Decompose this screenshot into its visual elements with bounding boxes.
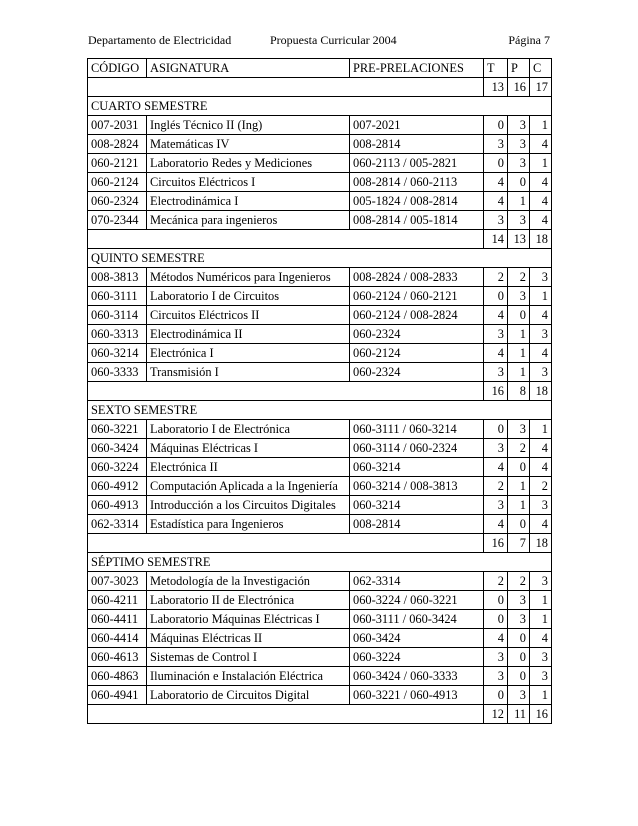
- course-c: 4: [530, 173, 552, 192]
- course-t: 3: [484, 135, 508, 154]
- course-t: 4: [484, 306, 508, 325]
- total-c: 16: [530, 705, 552, 724]
- semester-title: CUARTO SEMESTRE: [88, 97, 552, 116]
- course-name: Mecánica para ingenieros: [147, 211, 350, 230]
- course-p: 3: [508, 610, 530, 629]
- course-prerequisites: 008-2814 / 060-2113: [350, 173, 484, 192]
- totals-blank: [88, 705, 484, 724]
- table-header-row: [88, 59, 552, 78]
- semester-totals-row: [88, 230, 552, 249]
- course-prerequisites: 060-3221 / 060-4913: [350, 686, 484, 705]
- course-c: 4: [530, 439, 552, 458]
- course-code: 060-3214: [88, 344, 147, 363]
- course-p: 0: [508, 458, 530, 477]
- table-row: [88, 629, 552, 648]
- course-p: 0: [508, 629, 530, 648]
- course-prerequisites: 060-3224 / 060-3221: [350, 591, 484, 610]
- course-code: 060-4863: [88, 667, 147, 686]
- course-c: 3: [530, 325, 552, 344]
- course-p: 3: [508, 135, 530, 154]
- semester-header-row: [88, 97, 552, 116]
- total-p: 16: [508, 78, 530, 97]
- course-name: Laboratorio II de Electrónica: [147, 591, 350, 610]
- course-code: 060-4913: [88, 496, 147, 515]
- course-prerequisites: 008-2814: [350, 515, 484, 534]
- course-prerequisites: 060-2113 / 005-2821: [350, 154, 484, 173]
- course-c: 4: [530, 629, 552, 648]
- course-p: 0: [508, 515, 530, 534]
- course-prerequisites: 060-3424: [350, 629, 484, 648]
- total-t: 14: [484, 230, 508, 249]
- total-c: 17: [530, 78, 552, 97]
- total-p: 13: [508, 230, 530, 249]
- col-header-p: P: [508, 59, 530, 78]
- course-t: 3: [484, 439, 508, 458]
- course-name: Circuitos Eléctricos II: [147, 306, 350, 325]
- course-code: 060-2121: [88, 154, 147, 173]
- course-prerequisites: 060-2124 / 060-2121: [350, 287, 484, 306]
- course-name: Electrodinámica II: [147, 325, 350, 344]
- course-code: 060-2124: [88, 173, 147, 192]
- course-p: 3: [508, 116, 530, 135]
- course-p: 1: [508, 477, 530, 496]
- course-t: 0: [484, 686, 508, 705]
- course-t: 0: [484, 154, 508, 173]
- course-t: 4: [484, 458, 508, 477]
- course-prerequisites: 060-3111 / 060-3424: [350, 610, 484, 629]
- course-name: Matemáticas IV: [147, 135, 350, 154]
- table-row: [88, 268, 552, 287]
- course-code: 060-4613: [88, 648, 147, 667]
- course-p: 3: [508, 287, 530, 306]
- course-p: 3: [508, 420, 530, 439]
- table-row: [88, 477, 552, 496]
- course-c: 4: [530, 344, 552, 363]
- table-row: [88, 344, 552, 363]
- course-c: 3: [530, 363, 552, 382]
- course-name: Circuitos Eléctricos I: [147, 173, 350, 192]
- course-p: 1: [508, 496, 530, 515]
- course-prerequisites: 062-3314: [350, 572, 484, 591]
- course-prerequisites: 060-2124 / 008-2824: [350, 306, 484, 325]
- course-p: 2: [508, 439, 530, 458]
- table-row: [88, 610, 552, 629]
- table-row: [88, 192, 552, 211]
- course-code: 060-3111: [88, 287, 147, 306]
- course-prerequisites: 060-3114 / 060-2324: [350, 439, 484, 458]
- course-p: 3: [508, 591, 530, 610]
- course-c: 3: [530, 496, 552, 515]
- course-t: 0: [484, 610, 508, 629]
- course-name: Inglés Técnico II (Ing): [147, 116, 350, 135]
- page-number: Página 7: [508, 33, 550, 47]
- table-row: [88, 572, 552, 591]
- course-code: 007-2031: [88, 116, 147, 135]
- course-code: 060-4912: [88, 477, 147, 496]
- course-name: Máquinas Eléctricas I: [147, 439, 350, 458]
- table-row: [88, 287, 552, 306]
- course-t: 2: [484, 477, 508, 496]
- table-row: [88, 135, 552, 154]
- course-p: 1: [508, 363, 530, 382]
- course-code: 060-3221: [88, 420, 147, 439]
- course-t: 3: [484, 648, 508, 667]
- course-prerequisites: 007-2021: [350, 116, 484, 135]
- course-p: 0: [508, 306, 530, 325]
- course-code: 060-4941: [88, 686, 147, 705]
- total-t: 13: [484, 78, 508, 97]
- course-code: 060-4411: [88, 610, 147, 629]
- course-name: Máquinas Eléctricas II: [147, 629, 350, 648]
- curriculum-table-body: [88, 59, 552, 724]
- table-row: [88, 439, 552, 458]
- course-prerequisites: 060-2124: [350, 344, 484, 363]
- course-name: Introducción a los Circuitos Digitales: [147, 496, 350, 515]
- semester-header-row: [88, 553, 552, 572]
- course-code: 060-3333: [88, 363, 147, 382]
- total-t: 16: [484, 382, 508, 401]
- semester-header-row: [88, 249, 552, 268]
- course-c: 3: [530, 667, 552, 686]
- table-row: [88, 116, 552, 135]
- total-c: 18: [530, 534, 552, 553]
- table-row: [88, 515, 552, 534]
- totals-blank: [88, 78, 484, 97]
- course-prerequisites: 008-2824 / 008-2833: [350, 268, 484, 287]
- table-row: [88, 154, 552, 173]
- course-name: Transmisión I: [147, 363, 350, 382]
- curriculum-table: [87, 58, 552, 724]
- course-name: Metodología de la Investigación: [147, 572, 350, 591]
- total-p: 11: [508, 705, 530, 724]
- course-p: 1: [508, 192, 530, 211]
- table-row: [88, 211, 552, 230]
- course-code: 060-3313: [88, 325, 147, 344]
- course-name: Laboratorio Redes y Mediciones: [147, 154, 350, 173]
- course-t: 0: [484, 287, 508, 306]
- semester-totals-row: [88, 534, 552, 553]
- totals-blank: [88, 534, 484, 553]
- course-name: Electrodinámica I: [147, 192, 350, 211]
- course-code: 060-3424: [88, 439, 147, 458]
- course-prerequisites: 060-3214 / 008-3813: [350, 477, 484, 496]
- course-c: 4: [530, 306, 552, 325]
- table-row: [88, 325, 552, 344]
- table-row: [88, 306, 552, 325]
- total-p: 7: [508, 534, 530, 553]
- course-code: 062-3314: [88, 515, 147, 534]
- table-row: [88, 496, 552, 515]
- course-c: 4: [530, 192, 552, 211]
- course-t: 4: [484, 515, 508, 534]
- course-p: 3: [508, 154, 530, 173]
- course-prerequisites: 060-3111 / 060-3214: [350, 420, 484, 439]
- course-name: Laboratorio Máquinas Eléctricas I: [147, 610, 350, 629]
- total-t: 16: [484, 534, 508, 553]
- course-prerequisites: 060-3224: [350, 648, 484, 667]
- course-t: 2: [484, 268, 508, 287]
- table-row: [88, 173, 552, 192]
- course-name: Métodos Numéricos para Ingenieros: [147, 268, 350, 287]
- course-name: Sistemas de Control I: [147, 648, 350, 667]
- table-row: [88, 458, 552, 477]
- course-code: 008-2824: [88, 135, 147, 154]
- col-header-c: C: [530, 59, 552, 78]
- course-code: 060-2324: [88, 192, 147, 211]
- course-c: 2: [530, 477, 552, 496]
- course-name: Iluminación e Instalación Eléctrica: [147, 667, 350, 686]
- course-c: 1: [530, 116, 552, 135]
- course-name: Estadística para Ingenieros: [147, 515, 350, 534]
- table-row: [88, 648, 552, 667]
- course-t: 3: [484, 325, 508, 344]
- col-header-prerequisites: PRE-PRELACIONES: [350, 59, 484, 78]
- course-prerequisites: 060-2324: [350, 363, 484, 382]
- document-title: Propuesta Curricular 2004: [270, 33, 397, 47]
- course-t: 3: [484, 211, 508, 230]
- course-c: 4: [530, 458, 552, 477]
- course-prerequisites: 060-3424 / 060-3333: [350, 667, 484, 686]
- col-header-code: CÓDIGO: [88, 59, 147, 78]
- col-header-t: T: [484, 59, 508, 78]
- page-header: [88, 33, 550, 51]
- course-c: 3: [530, 648, 552, 667]
- course-t: 2: [484, 572, 508, 591]
- course-c: 1: [530, 420, 552, 439]
- course-prerequisites: 060-2324: [350, 325, 484, 344]
- semester-title: SÉPTIMO SEMESTRE: [88, 553, 552, 572]
- table-row: [88, 667, 552, 686]
- total-c: 18: [530, 230, 552, 249]
- course-code: 007-3023: [88, 572, 147, 591]
- course-t: 0: [484, 116, 508, 135]
- course-t: 4: [484, 192, 508, 211]
- table-row: [88, 420, 552, 439]
- course-c: 1: [530, 591, 552, 610]
- course-p: 3: [508, 686, 530, 705]
- course-t: 0: [484, 420, 508, 439]
- course-c: 1: [530, 287, 552, 306]
- course-name: Electrónica II: [147, 458, 350, 477]
- semester-totals-row: [88, 382, 552, 401]
- course-name: Electrónica I: [147, 344, 350, 363]
- total-c: 18: [530, 382, 552, 401]
- course-c: 1: [530, 610, 552, 629]
- course-name: Laboratorio I de Electrónica: [147, 420, 350, 439]
- course-c: 4: [530, 211, 552, 230]
- course-p: 3: [508, 211, 530, 230]
- table-row: [88, 686, 552, 705]
- course-t: 4: [484, 173, 508, 192]
- course-code: 060-3224: [88, 458, 147, 477]
- course-name: Computación Aplicada a la Ingeniería: [147, 477, 350, 496]
- totals-blank: [88, 382, 484, 401]
- semester-header-row: [88, 401, 552, 420]
- course-name: Laboratorio de Circuitos Digital: [147, 686, 350, 705]
- course-p: 0: [508, 667, 530, 686]
- course-t: 0: [484, 591, 508, 610]
- course-code: 060-4414: [88, 629, 147, 648]
- course-c: 3: [530, 572, 552, 591]
- total-p: 8: [508, 382, 530, 401]
- course-prerequisites: 060-3214: [350, 458, 484, 477]
- course-prerequisites: 008-2814 / 005-1814: [350, 211, 484, 230]
- semester-totals-row: [88, 705, 552, 724]
- course-t: 4: [484, 629, 508, 648]
- department-name: Departamento de Electricidad: [88, 33, 232, 47]
- course-p: 0: [508, 648, 530, 667]
- semester-title: QUINTO SEMESTRE: [88, 249, 552, 268]
- course-c: 1: [530, 686, 552, 705]
- col-header-subject: ASIGNATURA: [147, 59, 350, 78]
- totals-blank: [88, 230, 484, 249]
- course-code: 070-2344: [88, 211, 147, 230]
- course-c: 4: [530, 515, 552, 534]
- course-prerequisites: 008-2814: [350, 135, 484, 154]
- course-p: 1: [508, 325, 530, 344]
- table-row: [88, 591, 552, 610]
- course-code: 060-4211: [88, 591, 147, 610]
- course-prerequisites: 060-3214: [350, 496, 484, 515]
- semester-title: SEXTO SEMESTRE: [88, 401, 552, 420]
- total-t: 12: [484, 705, 508, 724]
- course-c: 3: [530, 268, 552, 287]
- course-t: 4: [484, 344, 508, 363]
- course-c: 1: [530, 154, 552, 173]
- course-code: 060-3114: [88, 306, 147, 325]
- course-p: 0: [508, 173, 530, 192]
- table-row: [88, 363, 552, 382]
- course-prerequisites: 005-1824 / 008-2814: [350, 192, 484, 211]
- course-p: 2: [508, 268, 530, 287]
- course-t: 3: [484, 363, 508, 382]
- course-t: 3: [484, 667, 508, 686]
- course-code: 008-3813: [88, 268, 147, 287]
- course-p: 2: [508, 572, 530, 591]
- course-c: 4: [530, 135, 552, 154]
- course-name: Laboratorio I de Circuitos: [147, 287, 350, 306]
- course-t: 3: [484, 496, 508, 515]
- course-p: 1: [508, 344, 530, 363]
- initial-totals-row: [88, 78, 552, 97]
